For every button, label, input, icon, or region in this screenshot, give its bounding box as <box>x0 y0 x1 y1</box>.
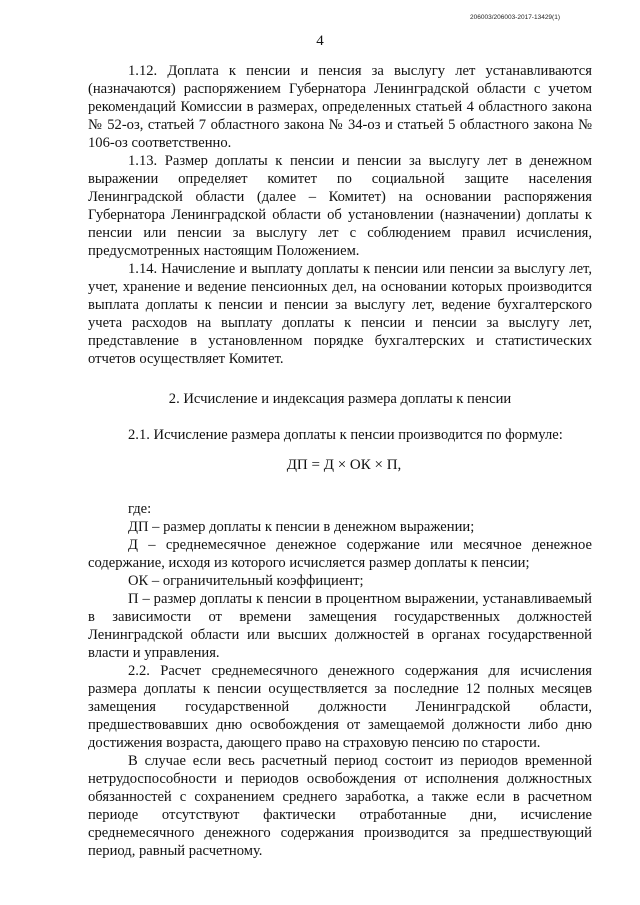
page-number: 4 <box>316 33 324 49</box>
paragraph-1-13: 1.13. Размер доплаты к пенсии и пенсии за выслугу лет в денежном выражении определяет комитет по социальной защите населения Ленинградской области (далее – Комитет) на основании распоряжения Губернатора Ленинградской области об установлении (назначении) доплаты к пенсии или пенсии за выслугу лет с соблюдением правил исчисления, предусмотренных настоящим Положением. <box>88 153 592 259</box>
definition-dp: ДП – размер доплаты к пенсии в денежном выражении; <box>128 519 475 535</box>
paragraph-2-2: 2.2. Расчет среднемесячного денежного содержания для исчисления размера доплаты к пенсии осуществляется за последние 12 полных месяцев замещения государственной должности Ленинградской области, предшествовавших дню освобождения от замещаемой должности либо дню достижения возраста, дающего право на страховую пенсию по старости. <box>88 663 592 751</box>
definition-p: П – размер доплаты к пенсии в процентном выражении, устанавливаемый в зависимости от времени замещения государственных должностей Ленинградской области или высших должностей в органах государственной власти и управления. <box>88 591 592 661</box>
definition-ok: ОК – ограничительный коэффициент; <box>128 573 364 589</box>
paragraph-1-14: 1.14. Начисление и выплату доплаты к пенсии или пенсии за выслугу лет, учет, хранение и ведение пенсионных дел, на основании которых производится выплата доплаты к пенсии и пенсии за выслугу лет, ведение бухгалтерского учета расходов на выплату доплаты к пенсии и пенсии за выслугу лет, представление в установленном порядке бухгалтерских и статистических отчетов осуществляет Комитет. <box>88 261 592 367</box>
where-label: где: <box>128 501 152 517</box>
formula: ДП = Д × ОК × П, <box>286 457 402 473</box>
paragraph-1-12: 1.12. Доплата к пенсии и пенсия за выслугу лет устанавливаются (назначаются) распоряжением Губернатора Ленинградской области с учетом рекомендаций Комиссии в размерах, определенных статьей 4 областного закона № 52-оз, статьей 7 областного закона № 34-оз и статьей 5 областного закона № 106-оз соответственно. <box>88 63 592 151</box>
section-2-heading: 2. Исчисление и индексация размера доплаты к пенсии <box>168 391 512 407</box>
paragraph-2-2-continued: В случае если весь расчетный период состоит из периодов временной нетрудоспособности и периодов освобождения от исполнения должностных обязанностей с сохранением среднего заработка, а также если в расчетном периоде отсутствуют фактически отработанные дни, исчисление среднемесячного денежного содержания производится за предшествующий период, равный расчетному. <box>88 753 592 859</box>
document-id: 206003/206003-2017-13429(1) <box>470 14 560 21</box>
definition-d: Д – среднемесячное денежное содержание или месячное денежное содержание, исходя из которого исчисляется размер доплаты к пенсии; <box>88 537 592 571</box>
paragraph-2-1: 2.1. Исчисление размера доплаты к пенсии производится по формуле: <box>128 427 563 443</box>
document-body <box>88 62 592 860</box>
